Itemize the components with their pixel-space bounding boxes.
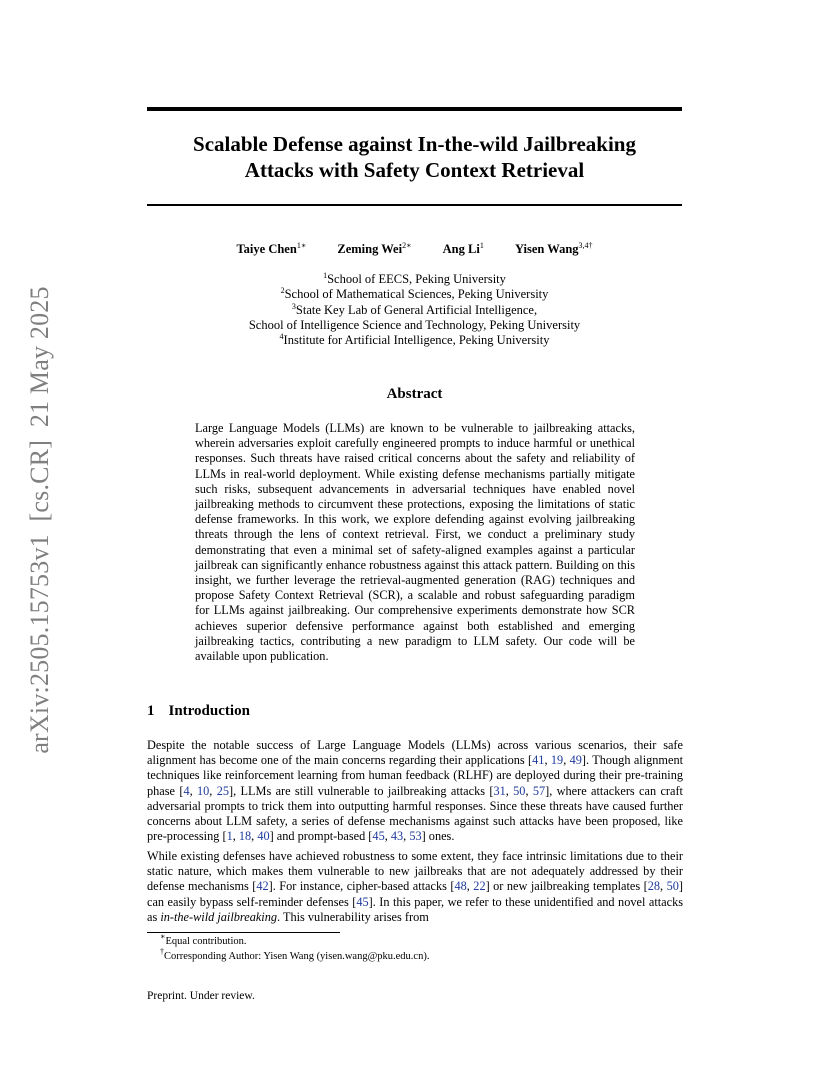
section-number: 1 — [147, 703, 155, 719]
preprint-notice: Preprint. Under review. — [147, 990, 255, 1002]
emphasis-text: in-the-wild jailbreaking — [160, 909, 278, 924]
arxiv-date: 21 May 2025 — [25, 286, 54, 428]
citation-link[interactable]: 25 — [216, 783, 229, 798]
author: Taiye Chen$^{1∗}$ — [236, 241, 307, 256]
citation-link[interactable]: 19 — [550, 753, 564, 768]
citation-link[interactable]: 50 — [513, 783, 526, 798]
citation-link[interactable]: 45 — [356, 894, 369, 909]
title-line-2: Attacks with Safety Context Retrieval — [244, 158, 585, 182]
title-bottom-rule — [147, 204, 682, 206]
affiliations — [147, 272, 682, 348]
section-heading — [147, 703, 250, 720]
abstract-body: Large Language Models (LLMs) are known to be vulnerable to jailbreaking attacks, wherein adversaries exploit carefully engineered prompts to induce harmful or unethical responses. Such threats have raised critical concerns about the safety and reliability of LLMs in real-world deployment. While existing defense mechanisms partially mitigate such risks, subsequent advancements in adversarial techniques have enabled novel jailbreaking methods to circumvent these protections, exposing the limitations of static defense frameworks. In this work, we explore defending against evolving jailbreaking threats through the lens of context retrieval. First, we conduct a preliminary study demonstrating that even a minimal set of safety-aligned examples against a particular jailbreak can significantly enhance robustness against this attack pattern. Building on this insight, we further leverage the retrieval-augmented generation (RAG) techniques and propose Safety Context Retrieval (SCR), a scalable and robust safeguarding paradigm for LLMs against jailbreaking. Our comprehensive experiments demonstrate how SCR achieves superior defensive performance against both established and emerging jailbreaking tactics, contributing a new paradigm to LLM safety. Our code will be available upon publication. — [195, 421, 635, 664]
section-title: Introduction — [168, 703, 250, 719]
citation-link[interactable]: 10 — [197, 783, 210, 798]
footnote: †Corresponding Author: Yisen Wang (yisen.wang@pku.edu.cn). — [160, 947, 430, 962]
affiliation: $^1$School of EECS, Peking University — [323, 271, 506, 286]
citation-link[interactable]: 31 — [493, 783, 506, 798]
citation-link[interactable]: 45 — [372, 829, 385, 844]
affiliation: $^4$Institute for Artificial Intelligence, Peking University — [279, 332, 550, 348]
author: Yisen Wang$^{3,4\dagger}$ — [514, 241, 593, 256]
citation-link[interactable]: 1 — [226, 829, 233, 844]
citation-link[interactable]: 57 — [532, 783, 546, 798]
author: Ang Li$^1$ — [442, 241, 484, 256]
citation-link[interactable]: 18 — [238, 829, 252, 844]
author-list — [147, 242, 682, 257]
affiliation: School of Intelligence Science and Technology, Peking University — [248, 317, 581, 332]
title-line-1: Scalable Defense against In-the-wild Jailbreaking — [193, 132, 636, 156]
citation-link[interactable]: 22 — [473, 879, 486, 894]
citation-link[interactable]: 50 — [666, 879, 679, 894]
citation-link[interactable]: 49 — [569, 753, 582, 768]
paper-title — [147, 131, 682, 183]
citation-link[interactable]: 4 — [183, 783, 190, 798]
citation-link[interactable]: 40 — [257, 829, 270, 844]
citation-link[interactable]: 41 — [532, 753, 545, 768]
footnote-rule — [147, 932, 340, 933]
footnote: ∗Equal contribution. — [160, 932, 247, 947]
abstract-heading: Abstract — [386, 386, 443, 402]
title-top-rule — [147, 107, 682, 111]
citation-link[interactable]: 42 — [256, 879, 269, 894]
arxiv-category: [cs.CR] — [25, 439, 54, 522]
citation-link[interactable]: 43 — [390, 829, 404, 844]
citation-link[interactable]: 48 — [454, 879, 467, 894]
citation-link[interactable]: 53 — [409, 829, 422, 844]
arxiv-id: arXiv:2505.15753v1 — [25, 534, 54, 754]
author: Zeming Wei$^{2∗}$ — [337, 241, 412, 256]
intro-paragraph-2: While existing defenses have achieved robustness to some extent, they face intrinsic limitations due to their static nature, which makes them vulnerable to new jailbreaks that are not adequately addressed by their defense mechanisms [42]. For instance, cipher-based attacks [48, 22] or new jailbreaking templates [28, 50] can easily bypass self-reminder defenses [45]. In this paper, we refer to these unidentified and novel attacks as in-the-wild jailbreaking. This vulnerability arises from — [147, 849, 684, 924]
citation-link[interactable]: 28 — [647, 879, 661, 894]
intro-paragraph-1: Despite the notable success of Large Language Models (LLMs) across various scenarios, their safe alignment has become one of the main concerns regarding their applications [41, 19, 49]. Though alignment techniques like reinforcement learning from human feedback (RLHF) are deployed during their pre-training phase [4, 10, 25], LLMs are still vulnerable to jailbreaking attacks [31, 50, 57], where attackers can craft adversarial prompts to trick them into outputting harmful responses. Since these threats have caused further concerns about LLM safety, a series of defense mechanisms against such attacks have been proposed, like pre-processing [1, 18, 40] and prompt-based [45, 43, 53] ones. — [147, 738, 684, 844]
affiliation: $^2$School of Mathematical Sciences, Peking University — [280, 286, 549, 302]
affiliation: $^3$State Key Lab of General Artificial Intelligence, — [291, 301, 538, 317]
arxiv-stamp — [25, 283, 55, 756]
